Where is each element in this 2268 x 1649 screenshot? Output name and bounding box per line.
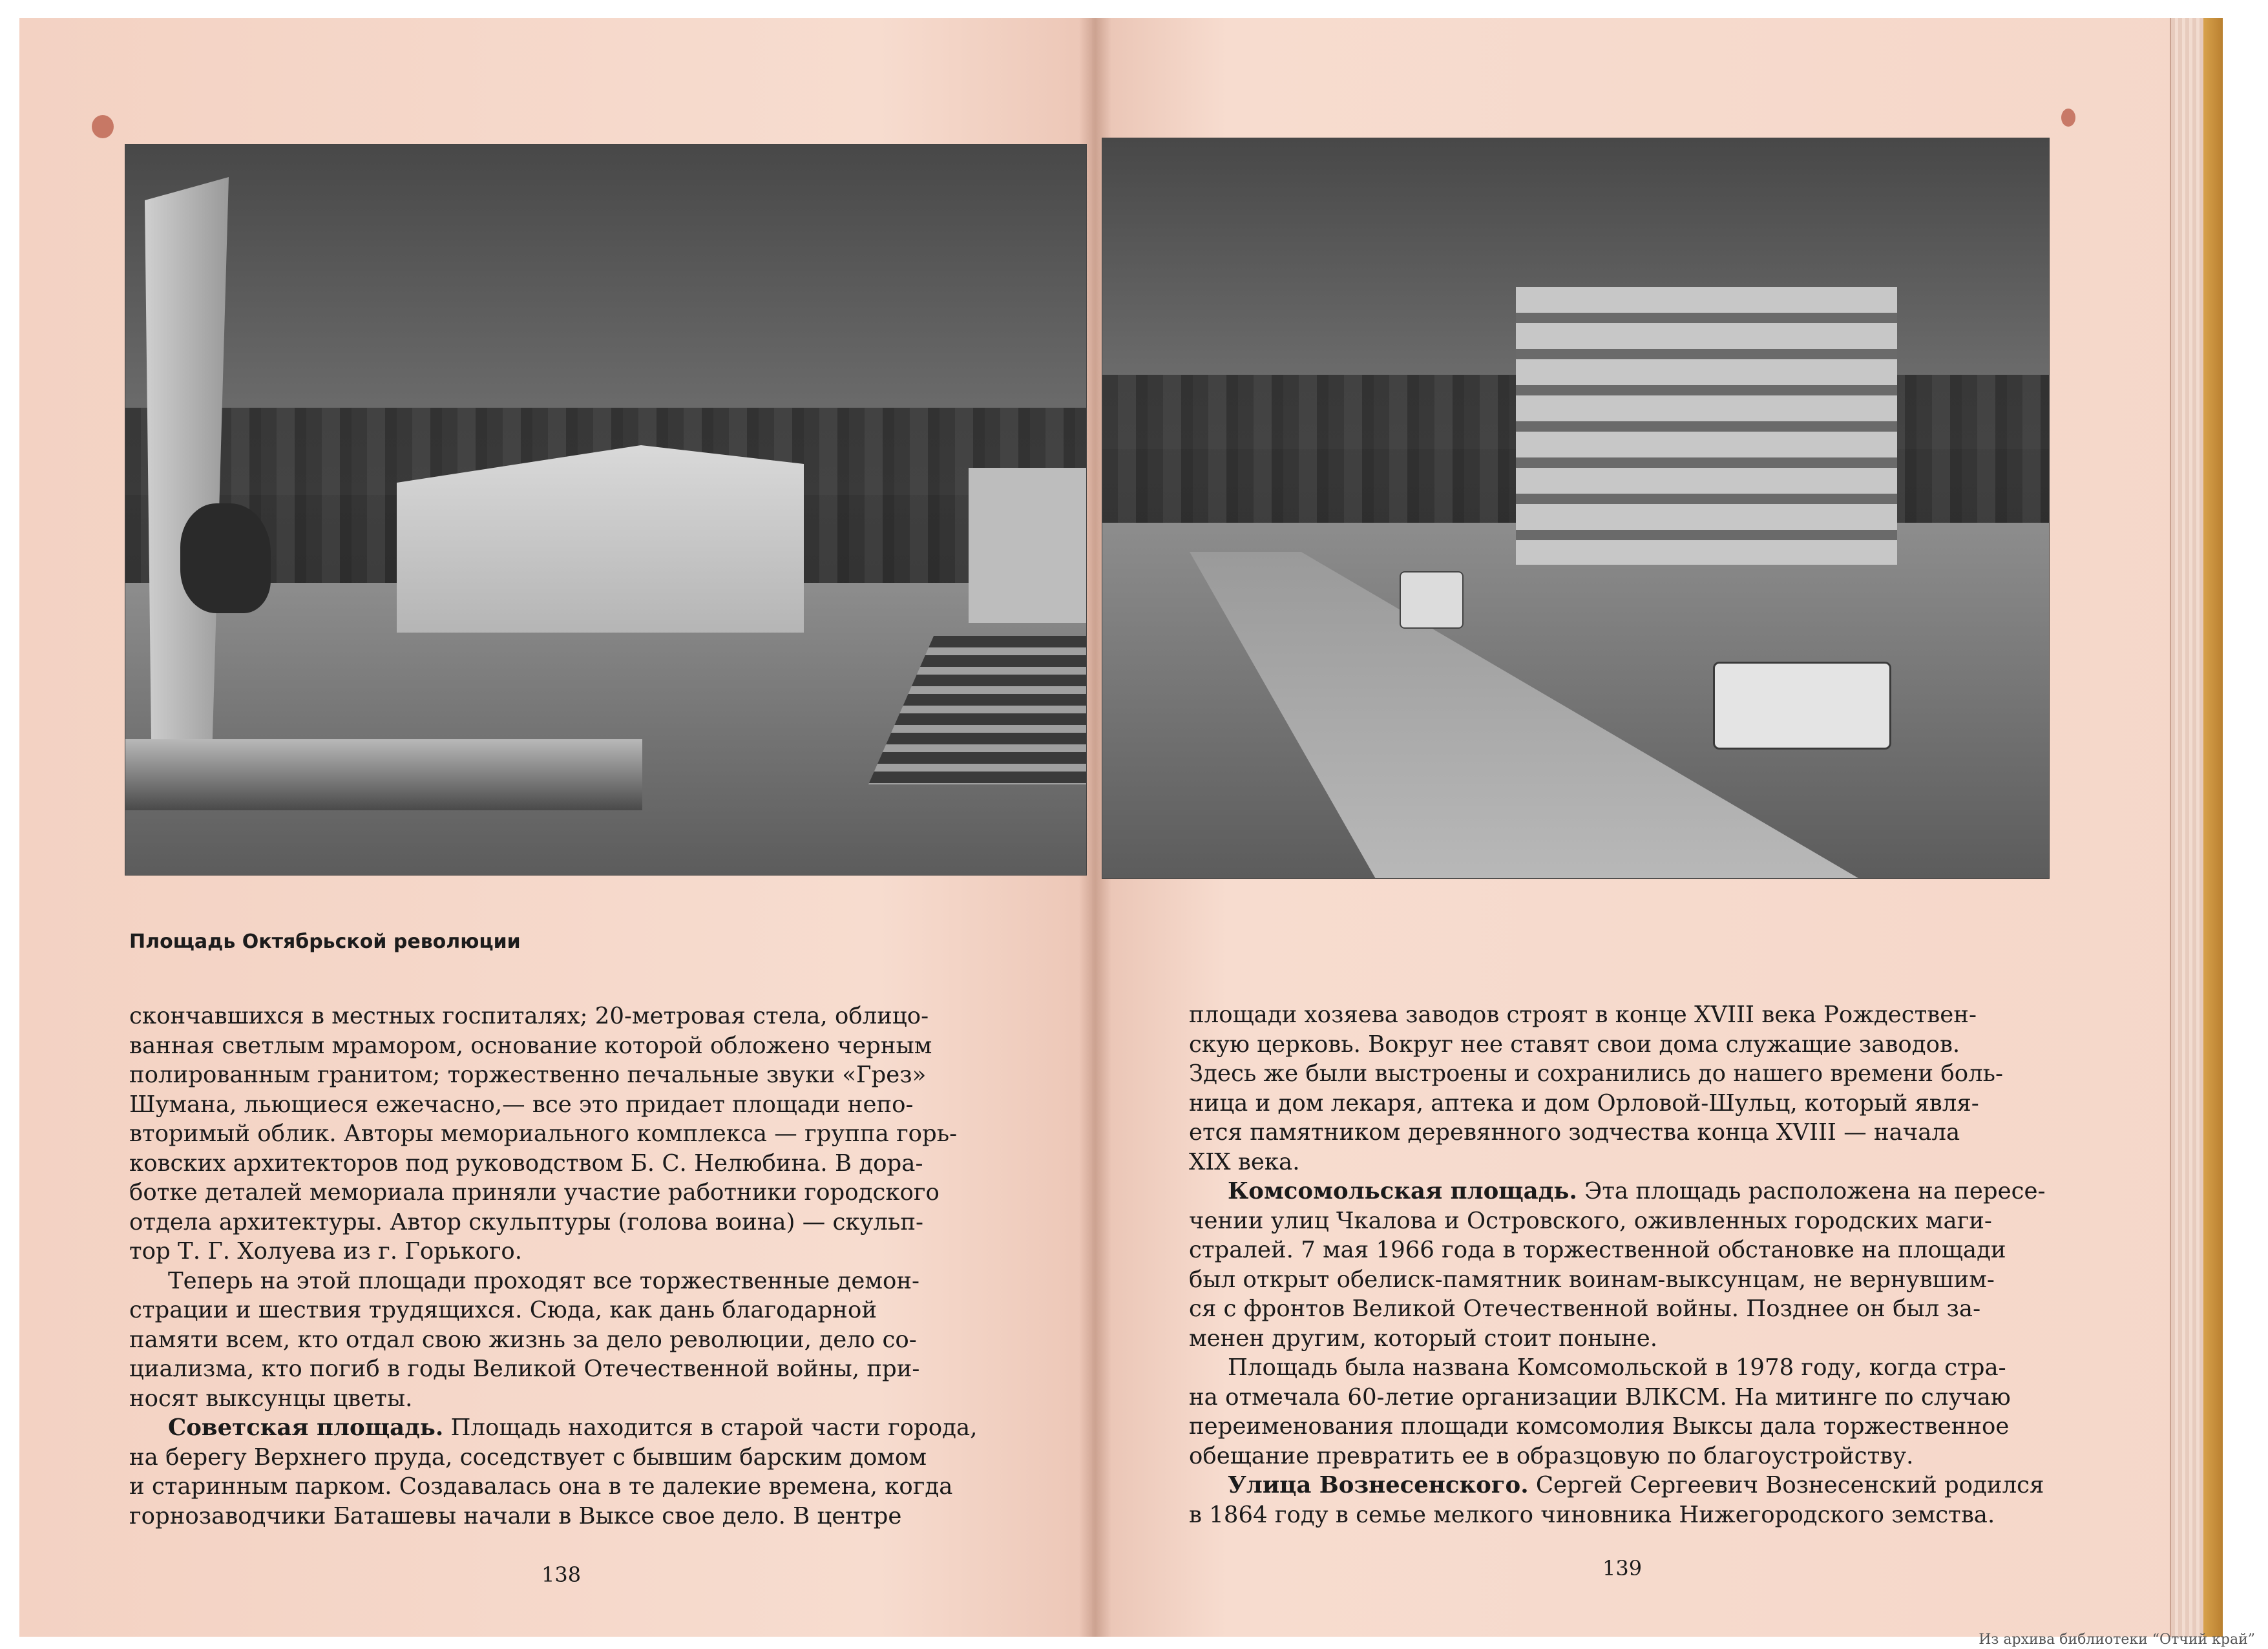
section-heading: Комсомольская площадь. [1228,1178,1577,1204]
text-line: ванная светлым мрамором, основание которой обложено черным [129,1032,932,1059]
section-heading: Советская площадь. [168,1414,444,1441]
text-line: был открыт обелиск-памятник воинам-выксунцам, не вернувшим- [1189,1266,1995,1293]
text-line: ся с фронтов Великой Отечественной войны. Позднее он был за- [1189,1296,1981,1322]
text-line: полированным гранитом; торжественно печальные звуки «Грез» [129,1062,927,1088]
text-line: Теперь на этой площади проходят все торжественные демон- [168,1267,919,1294]
bus [1713,662,1891,750]
text-line: скончавшихся в местных госпиталях; 20-метровая стела, облицо- [129,1003,929,1029]
text-line: циализма, кто погиб в годы Великой Отечественной войны, при- [129,1356,920,1382]
apartment-building [1516,287,1897,565]
monument-base [125,739,642,810]
text-line: в 1864 году в семье мелкого чиновника Нижегородского земства. [1189,1501,1995,1528]
photo-caption: Площадь Октябрьской революции [129,930,521,953]
text-line: на отмечала 60-летие организации ВЛКСМ. На митинге по случаю [1189,1383,2011,1411]
text-line: Шумана, льющиеся ежечасно,— все это придает площади непо- [129,1091,914,1118]
bus [1400,571,1464,629]
building [397,445,804,633]
text-line: Здесь же были выстроены и сохранились до нашего времени боль- [1189,1060,2003,1087]
text-line: переименования площади комсомолия Выксы дала торжественное [1189,1413,2010,1440]
text-line: памяти всем, кто отдал свою жизнь за дело революции, дело со- [129,1326,917,1353]
page-number: 139 [1602,1556,1643,1581]
text-line: тор Т. Г. Холуева из г. Горького. [129,1238,523,1265]
text-line: Площадь была названа Комсомольской в 1978 году, когда стра- [1228,1354,2006,1381]
warrior-head-sculpture [180,503,271,613]
text-line: и старинным парком. Создавалась она в те далекие времена, когда [129,1473,953,1500]
text-line: вторимый облик. Авторы мемориального комплекса — группа горь- [129,1120,958,1147]
text-line: XIX века. [1189,1148,1300,1175]
text-line: страции и шествия трудящихся. Сюда, как дань благодарной [129,1297,877,1323]
text-line: менен другим, который стоит поныне. [1189,1325,1658,1352]
text-line: площади хозяева заводов строят в конце XVIII века Рождествен- [1189,1002,1977,1028]
section-heading: Улица Вознесенского. [1228,1472,1529,1498]
text-line: скую церковь. Вокруг нее ставят свои дома служащие заводов. [1189,1031,1960,1058]
right-page-text [1189,1000,2071,1529]
text-line: горнозаводчики Баташевы начали в Выксе свое дело. В центре [129,1502,902,1529]
text-line: обещание превратить ее в образцовую по благоустройству. [1189,1442,1914,1469]
paper-stain [92,115,114,138]
text-line: Советская площадь. Площадь находится в старой части города, [168,1414,978,1441]
text-line: чении улиц Чкалова и Островского, оживленных городских маги- [1189,1207,1992,1234]
photo-october-revolution-square [125,144,1087,876]
text-line: Улица Вознесенского. Сергей Сергеевич Вознесенский родился [1228,1472,2044,1498]
text-line: ница и дом лекаря, аптека и дом Орловой-Шульц, который явля- [1189,1089,1979,1117]
text-line: Комсомольская площадь. Эта площадь расположена на пересе- [1228,1178,2046,1204]
text-line: на берегу Верхнего пруда, соседствует с бывшим барским домом [129,1444,927,1471]
text-line: носят выксунцы цветы. [129,1385,413,1412]
left-page-text [129,1002,1011,1531]
paper-stain [2061,109,2075,127]
photo-komsomolskaya-square [1102,138,2050,879]
text-line: отдела архитектуры. Автор скульптуры (голова воина) — скульп- [129,1208,923,1235]
book-cover-edge [2203,18,2223,1637]
text-line: стралей. 7 мая 1966 года в торжественной обстановке на площади [1189,1237,2006,1263]
archive-note: Из архива библиотеки “Отчий край” [1979,1632,2255,1648]
text-line: ботке деталей мемориала приняли участие работники городского [129,1179,940,1206]
text-line: ется памятником деревянного зодчества конца XVIII — начала [1189,1119,1960,1146]
building [969,468,1086,623]
text-line: ковских архитекторов под руководством Б. С. Нелюбина. В дора- [129,1150,923,1177]
book-spread [19,18,2216,1637]
page-number: 138 [541,1562,582,1587]
